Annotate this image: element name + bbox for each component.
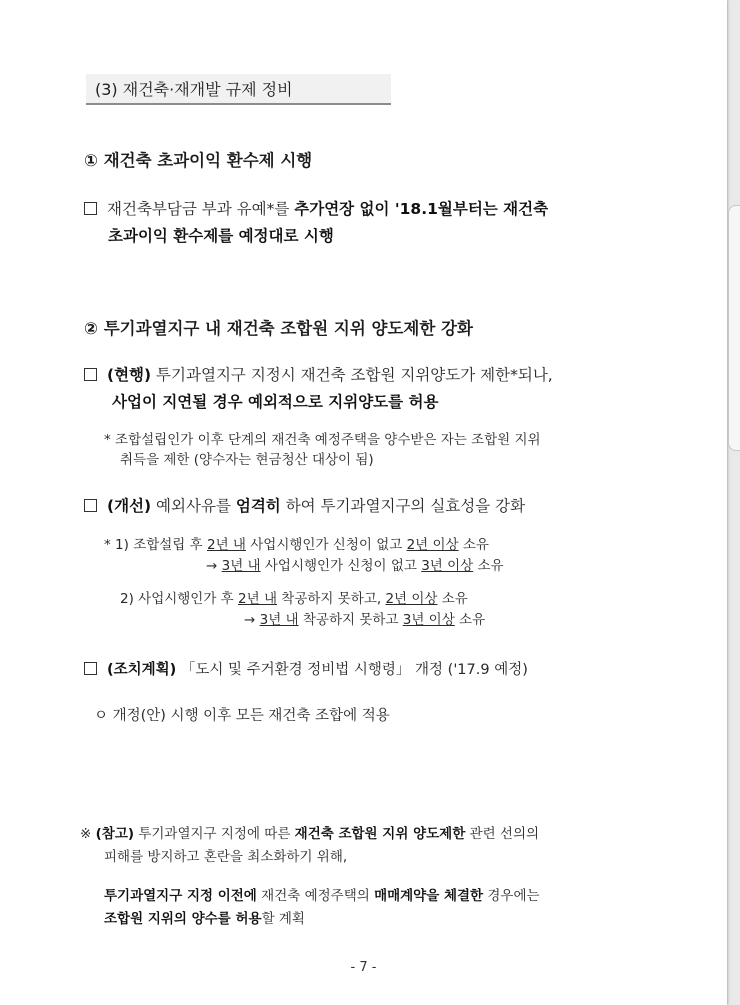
item1-line2: 초과이익 환수제를 예정대로 시행 [108, 227, 334, 245]
reference-line3 [104, 884, 540, 904]
item1-heading: ① 재건축 초과이익 환수제 시행 [84, 151, 313, 170]
page-number: - 7 - [350, 960, 377, 975]
ex1-prefix: * 1) 조합설립 후 [104, 537, 207, 553]
note-line2: 취득을 제한 (양수자는 현금청산 대상이 됨) [120, 452, 374, 468]
current-label: (현행) [107, 366, 152, 384]
checkbox-icon [84, 202, 97, 215]
current-line1-text: 투기과열지구 지정시 재건축 조합원 지위양도가 제한*되나, [151, 366, 553, 384]
reference-label: (참고) [95, 826, 135, 842]
ex1-u2: 2년 이상 [406, 537, 459, 553]
ex2b-u2: 3년 이상 [402, 612, 455, 628]
reference-line1 [80, 822, 539, 842]
ex2-u1: 2년 내 [238, 591, 277, 607]
reference-line3-a: 투기과열지구 지정 이전에 [104, 888, 257, 904]
example1 [104, 533, 489, 553]
ex1-mid: 사업시행인가 신청이 없고 [245, 537, 407, 553]
ex1b-u2: 3년 이상 [421, 558, 474, 574]
ex2-mid: 착공하지 못하고, [277, 591, 386, 607]
reference-line2: 피해를 방지하고 혼란을 최소화하기 위해, [104, 849, 348, 865]
improve-line [84, 494, 525, 516]
plan-label: (조치계획) [107, 662, 177, 678]
section-title: (3) 재건축·재개발 규제 정비 [86, 74, 391, 105]
item1-line1-bold: 추가연장 없이 '18.1월부터는 재건축 [294, 200, 549, 218]
checkbox-icon [84, 662, 97, 675]
plan-text: 「도시 및 주거환경 정비법 시행령」 개정 ('17.9 예정) [176, 662, 528, 678]
current-line1 [84, 363, 553, 385]
note-line1: * 조합설립인가 이후 단계의 재건축 예정주택을 양수받은 자는 조합원 지위 [104, 432, 541, 448]
ex2b-mid: 착공하지 못하고 [298, 612, 403, 628]
reference-line4-b: 할 계획 [261, 911, 305, 927]
ex1b-suffix: 소유 [473, 558, 504, 574]
reference-line1-a: 투기과열지구 지정에 따른 [134, 826, 295, 842]
reference-line3-c: 매매계약을 체결한 [374, 888, 484, 904]
example2b [244, 608, 485, 628]
checkbox-icon [84, 499, 97, 512]
reference-line3-d: 경우에는 [483, 888, 540, 904]
ex1-suffix: 소유 [458, 537, 489, 553]
ex2-prefix: 2) 사업시행인가 후 [120, 591, 239, 607]
reference-line1-b: 재건축 조합원 지위 양도제한 [294, 826, 466, 842]
improve-c: 하여 투기과열지구의 실효성을 강화 [280, 497, 526, 515]
ex1b-mid: 사업시행인가 신청이 없고 [260, 558, 422, 574]
improve-label: (개선) [107, 497, 152, 515]
reference-line4-a: 조합원 지위의 양수를 허용 [104, 911, 262, 927]
ex2-u2: 2년 이상 [385, 591, 438, 607]
ex2b-u1: 3년 내 [259, 612, 299, 628]
reference-line3-b: 재건축 예정주택의 [256, 888, 375, 904]
item2-heading: ② 투기과열지구 내 재건축 조합원 지위 양도제한 강화 [84, 319, 473, 338]
ex1b-u1: 3년 내 [221, 558, 261, 574]
ex2b-suffix: 소유 [454, 612, 486, 628]
apply-line: ㅇ 개정(안) 시행 이후 모든 재건축 조합에 적용 [94, 708, 390, 724]
improve-b: 엄격히 [235, 497, 281, 515]
item1-line1-text: 재건축부담금 부과 유예*를 [107, 200, 295, 218]
current-line2 [112, 390, 438, 412]
example2 [120, 587, 468, 607]
reference-line1-c: 관련 선의의 [465, 826, 540, 842]
example1b [206, 554, 504, 574]
checkbox-icon [84, 368, 97, 381]
reference-line4 [104, 907, 305, 927]
plan-line [84, 658, 528, 679]
improve-a: 예외사유를 [151, 497, 236, 515]
current-line2-b: 예외적으로 지위양도를 허용 [247, 393, 439, 411]
item1-line1 [84, 197, 548, 219]
ex2-suffix: 소유 [437, 591, 468, 607]
ex1b-arrow: → [206, 558, 222, 574]
ex1-u1: 2년 내 [206, 537, 246, 553]
reference-mark: ※ [80, 826, 92, 842]
current-line2-a: 사업이 지연될 경우 [112, 393, 248, 411]
scroll-handle[interactable] [728, 205, 740, 451]
ex2b-arrow: → [244, 612, 260, 628]
